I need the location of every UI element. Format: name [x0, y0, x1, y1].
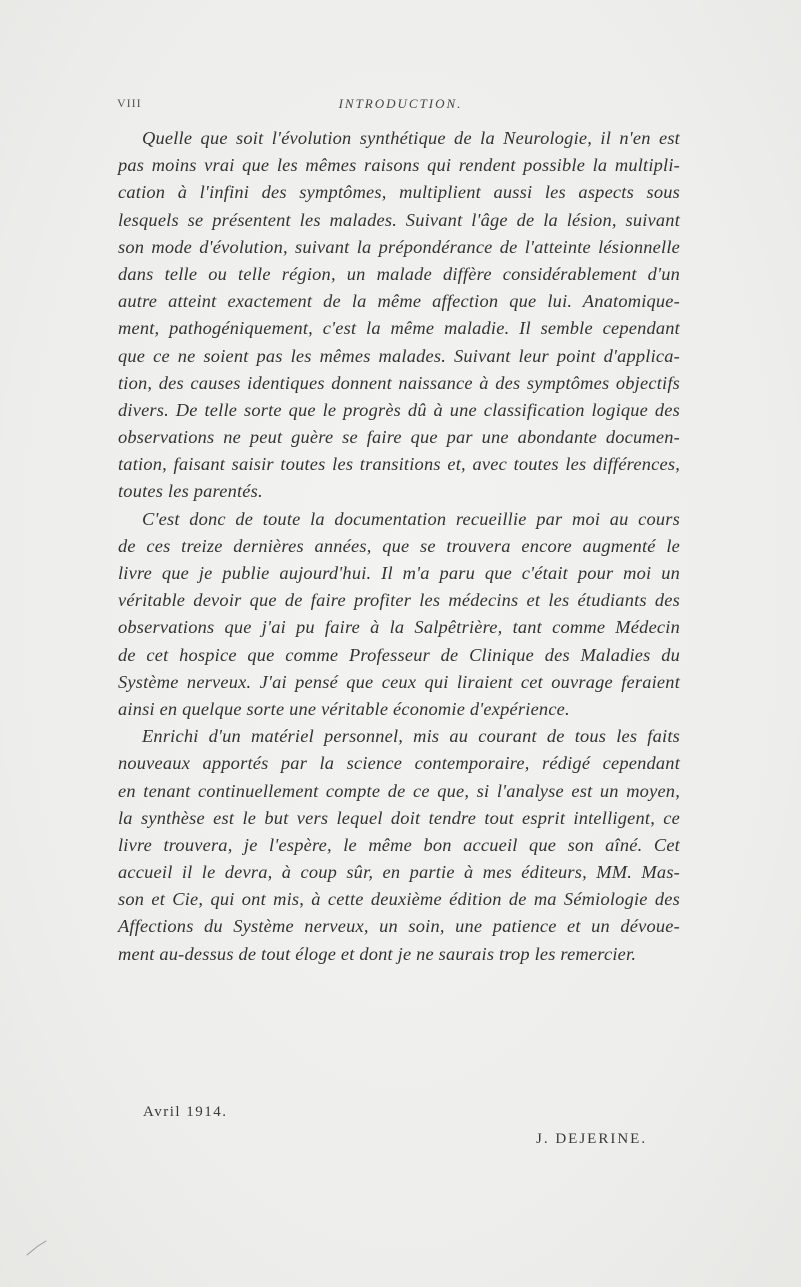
text-line: Système nerveux. J'ai pensé que ceux qui liraient cet ouvrage feraient	[118, 671, 680, 692]
text-line: dans telle ou telle région, un malade diffère considérablement d'un	[118, 263, 680, 284]
text-line: que ce ne soient pas les mêmes malades. Suivant leur point d'applica-	[118, 345, 680, 366]
text-line: C'est donc de toute la documentation recueillie par moi au cours	[142, 508, 680, 529]
text-line: accueil il le devra, à coup sûr, en partie à mes éditeurs, MM. Mas-	[118, 862, 680, 883]
pencil-mark-icon	[24, 1238, 50, 1258]
text-line: divers. De telle sorte que le progrès dû à une classification logique des	[118, 399, 680, 420]
text-line: tation, faisant saisir toutes les transitions et, avec toutes les différences,	[118, 454, 680, 475]
text-line: lesquels se présentent les malades. Suivant l'âge de la lésion, suivant	[118, 209, 680, 230]
text-line: la synthèse est le but vers lequel doit tendre tout esprit intelligent, ce	[118, 807, 680, 828]
author-signature: J. DEJERINE.	[536, 1131, 648, 1147]
text-line: tion, des causes identiques donnent naissance à des symptômes objectifs	[118, 372, 680, 393]
page-number: VIII	[117, 96, 142, 110]
text-line: observations que j'ai pu faire à la Salpêtrière, tant comme Médecin	[118, 617, 680, 638]
text-line: observations ne peut guère se faire que par une abondante documen-	[118, 427, 680, 448]
text-line: son mode d'évolution, suivant la prépondérance de l'atteinte lésionnelle	[118, 236, 680, 257]
text-line: autre atteint exactement de la même affection que lui. Anatomique-	[118, 291, 680, 312]
text-line: véritable devoir que de faire profiter les médecins et les étudiants des	[118, 590, 680, 611]
text-line: Enrichi d'un matériel personnel, mis au courant de tous les faits	[142, 726, 680, 747]
text-line: Affections du Système nerveux, un soin, une patience et un dévoue-	[118, 916, 680, 937]
text-line: pas moins vrai que les mêmes raisons qui rendent possible la multipli-	[118, 155, 680, 176]
running-head	[0, 96, 801, 118]
text-line: toutes les parentés.	[118, 481, 263, 502]
text-line: de cet hospice que comme Professeur de Clinique des Maladies du	[118, 644, 680, 665]
text-line: nouveaux apportés par la science contemporaire, rédigé cependant	[118, 753, 680, 774]
text-line: livre que je publie aujourd'hui. Il m'a paru que c'était pour moi un	[118, 563, 680, 583]
text-line: cation à l'infini des symptômes, multiplient aussi les aspects sous	[118, 182, 680, 203]
text-line: de ces treize dernières années, que se trouvera encore augmenté le	[118, 535, 680, 556]
date: Avril 1914.	[143, 1104, 228, 1120]
running-title: INTRODUCTION.	[338, 96, 463, 111]
body-text	[118, 125, 680, 968]
text-line: ment, pathogéniquement, c'est la même maladie. Il semble cependant	[118, 318, 680, 339]
text-line: ainsi en quelque sorte une véritable économie d'expérience.	[118, 698, 570, 719]
text-line: Quelle que soit l'évolution synthétique de la Neurologie, il n'en est	[142, 128, 680, 148]
text-line: livre trouvera, je l'espère, le même bon accueil que son aîné. Cet	[118, 834, 680, 855]
text-line: en tenant continuellement compte de ce que, si l'analyse est un moyen,	[118, 780, 680, 801]
text-line: son et Cie, qui ont mis, à cette deuxième édition de ma Sémiologie des	[118, 889, 680, 910]
text-line: ment au-dessus de tout éloge et dont je ne saurais trop les remercier.	[118, 943, 637, 964]
